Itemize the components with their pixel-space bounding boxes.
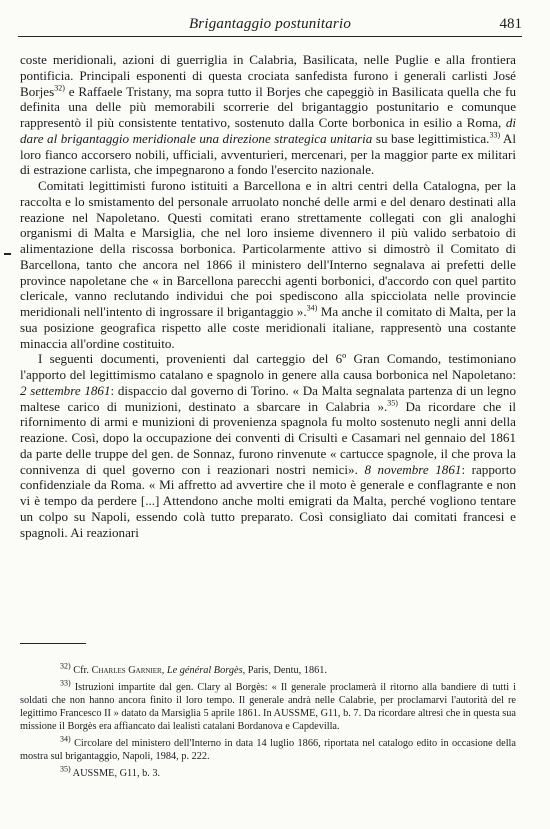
footnote-ref-34[interactable]: 34) bbox=[306, 303, 318, 313]
page-number: 481 bbox=[499, 16, 522, 32]
footnote-35: $^{35)}$ AUSSME, G11, b. 3. bbox=[60, 764, 161, 779]
footnote-ref-35[interactable]: 35) bbox=[387, 398, 398, 408]
footnote-34: $^{34)}$ Circolare del ministero dell'Interno in data 14 luglio 1866, riportata nel catalogo edito in occasione della mostra sul brigantaggio, Napoli, 1984, p. 222. bbox=[20, 734, 516, 762]
footnote-ref-32[interactable]: 32) bbox=[54, 83, 65, 93]
paragraph-3: I seguenti documenti, provenienti dal carteggio del 6º Gran Comando, testimoniano l'apporto del legittimismo catalano e spagnolo in genere alla causa borbonica nel Napoletano: 2 settembre 1861: dispaccio dal governo di Torino. « Da Malta segnalata partenza di un legno maltese carico di munizioni, destinato a sbarcare in Calabria ».$^{35)}$ Da ricordare che il rifornimento di armi e munizioni di provenienza spagnola fu molto sostenuto negli anni della reazione. Così, dopo la occupazione dei conventi di Crisulti e Casamari nel gennaio del 1861 da parte delle truppe del gen. de Sonnaz, furono rinvenute « cartucce spagnole, il che prova la connivenza di quel governo con i reazionari nostri nemici». 8 novembre 1861: rapporto confidenziale da Roma. « Mi affretto ad avvertire che il moto è generale e conflagrante e non vi è tempo da perdere [...] Attendono anche molti emigrati da Malta, perché vogliono tentare un colpo su Napoli, essendo colà tutto preparato. Così consigliato dai comitati francesi e spagnoli. Ai reazionari bbox=[20, 351, 517, 540]
date-italic: 8 novembre 1861 bbox=[364, 461, 462, 477]
paragraph-1: coste meridionali, azioni di guerriglia in Calabria, Basilicata, nelle Puglie e alla frontiera pontificia. Principali esponenti di questa crociata sanfedista furono i generali carlisti José Borjes$^{32)}$ e Raffaele Tristany, ma sopra tutto il Borjes che capeggiò in Basilicata quella che fu definita una delle più memorabili scorrerie del brigantaggio postunitario e comunque rappresentò il più consistente tentativo, sostenuto dalla Corte borbonica in esilio a Roma, di dare al brigantaggio meridionale una direzione strategica unitaria su base legittimistica.$^{33)}$ Al loro fianco accorsero nobili, ufficiali, avventurieri, mercenari, per la maggior parte ex militari di estrazione carlista, che impegnarono a fondo l'esercito nazionale. bbox=[20, 52, 516, 178]
paragraph-2: Comitati legittimisti furono istituiti a Barcellona e in altri centri della Catalogna, per la raccolta e lo smistamento del personale arruolato nonché delle armi e del denaro destinati alla reazione nel Napoletano. Questi comitati erano strettamente collegati con gli analoghi organismi di Malta e Marsiglia, che nel loro insieme divennero il più valido serbatoio di alimentazione della riscossa borbonica. Particolarmente attivo si dimostrò il Comitato di Barcellona, tanto che ancora nel 1866 il ministero dell'Interno segnalava ai prefetti delle province napoletane che « in Barcellona parecchi agenti borbonici, d'accordo con quel partito clericale, vanno reclutando individui che poi spediscono alla spicciolata nelle provincie meridionali nell'intento di ingrossare il brigantaggio ».$^{34)}$ Ma anche il comitato di Malta, per la sua posizione geografica rispetto alle coste meridionali italiane, rappresentò una costante minaccia all'ordine costituito. bbox=[20, 178, 516, 351]
italic-phrase: di dare al brigantaggio meridionale una direzione strategica unitaria bbox=[20, 115, 516, 146]
footnote-33: $^{33)}$ Istruzioni impartite dal gen. Clary al Borgès: « Il generale proclamerà il ritorno alla bandiere di tutti i soldati che non hanno ancora finito il loro tempo. Il generale andrà nelle Calabrie, per proclamarvi l'autorità del re legittimo Francesco II » datato da Marsiglia 5 aprile 1861. In AUSSME, G11, b. 7. Da ricordare altresì che in questa sua missione il Borgès era affiancato dai lealisti catalani Bordanova e Capdevilla. bbox=[20, 678, 516, 732]
margin-mark bbox=[4, 253, 11, 255]
body-text bbox=[20, 52, 516, 540]
footnote-32: $^{32)}$ Cfr. Charles Garnier, Le général Borgès, Paris, Dentu, 1861. bbox=[60, 661, 327, 676]
footnotes bbox=[20, 661, 516, 784]
running-title: Brigantaggio postunitario bbox=[188, 16, 352, 32]
footnote-separator bbox=[20, 643, 86, 644]
date-italic: 2 settembre 1861 bbox=[20, 382, 111, 398]
footnote-ref-33[interactable]: 33) bbox=[489, 130, 501, 140]
page-header bbox=[18, 10, 522, 37]
